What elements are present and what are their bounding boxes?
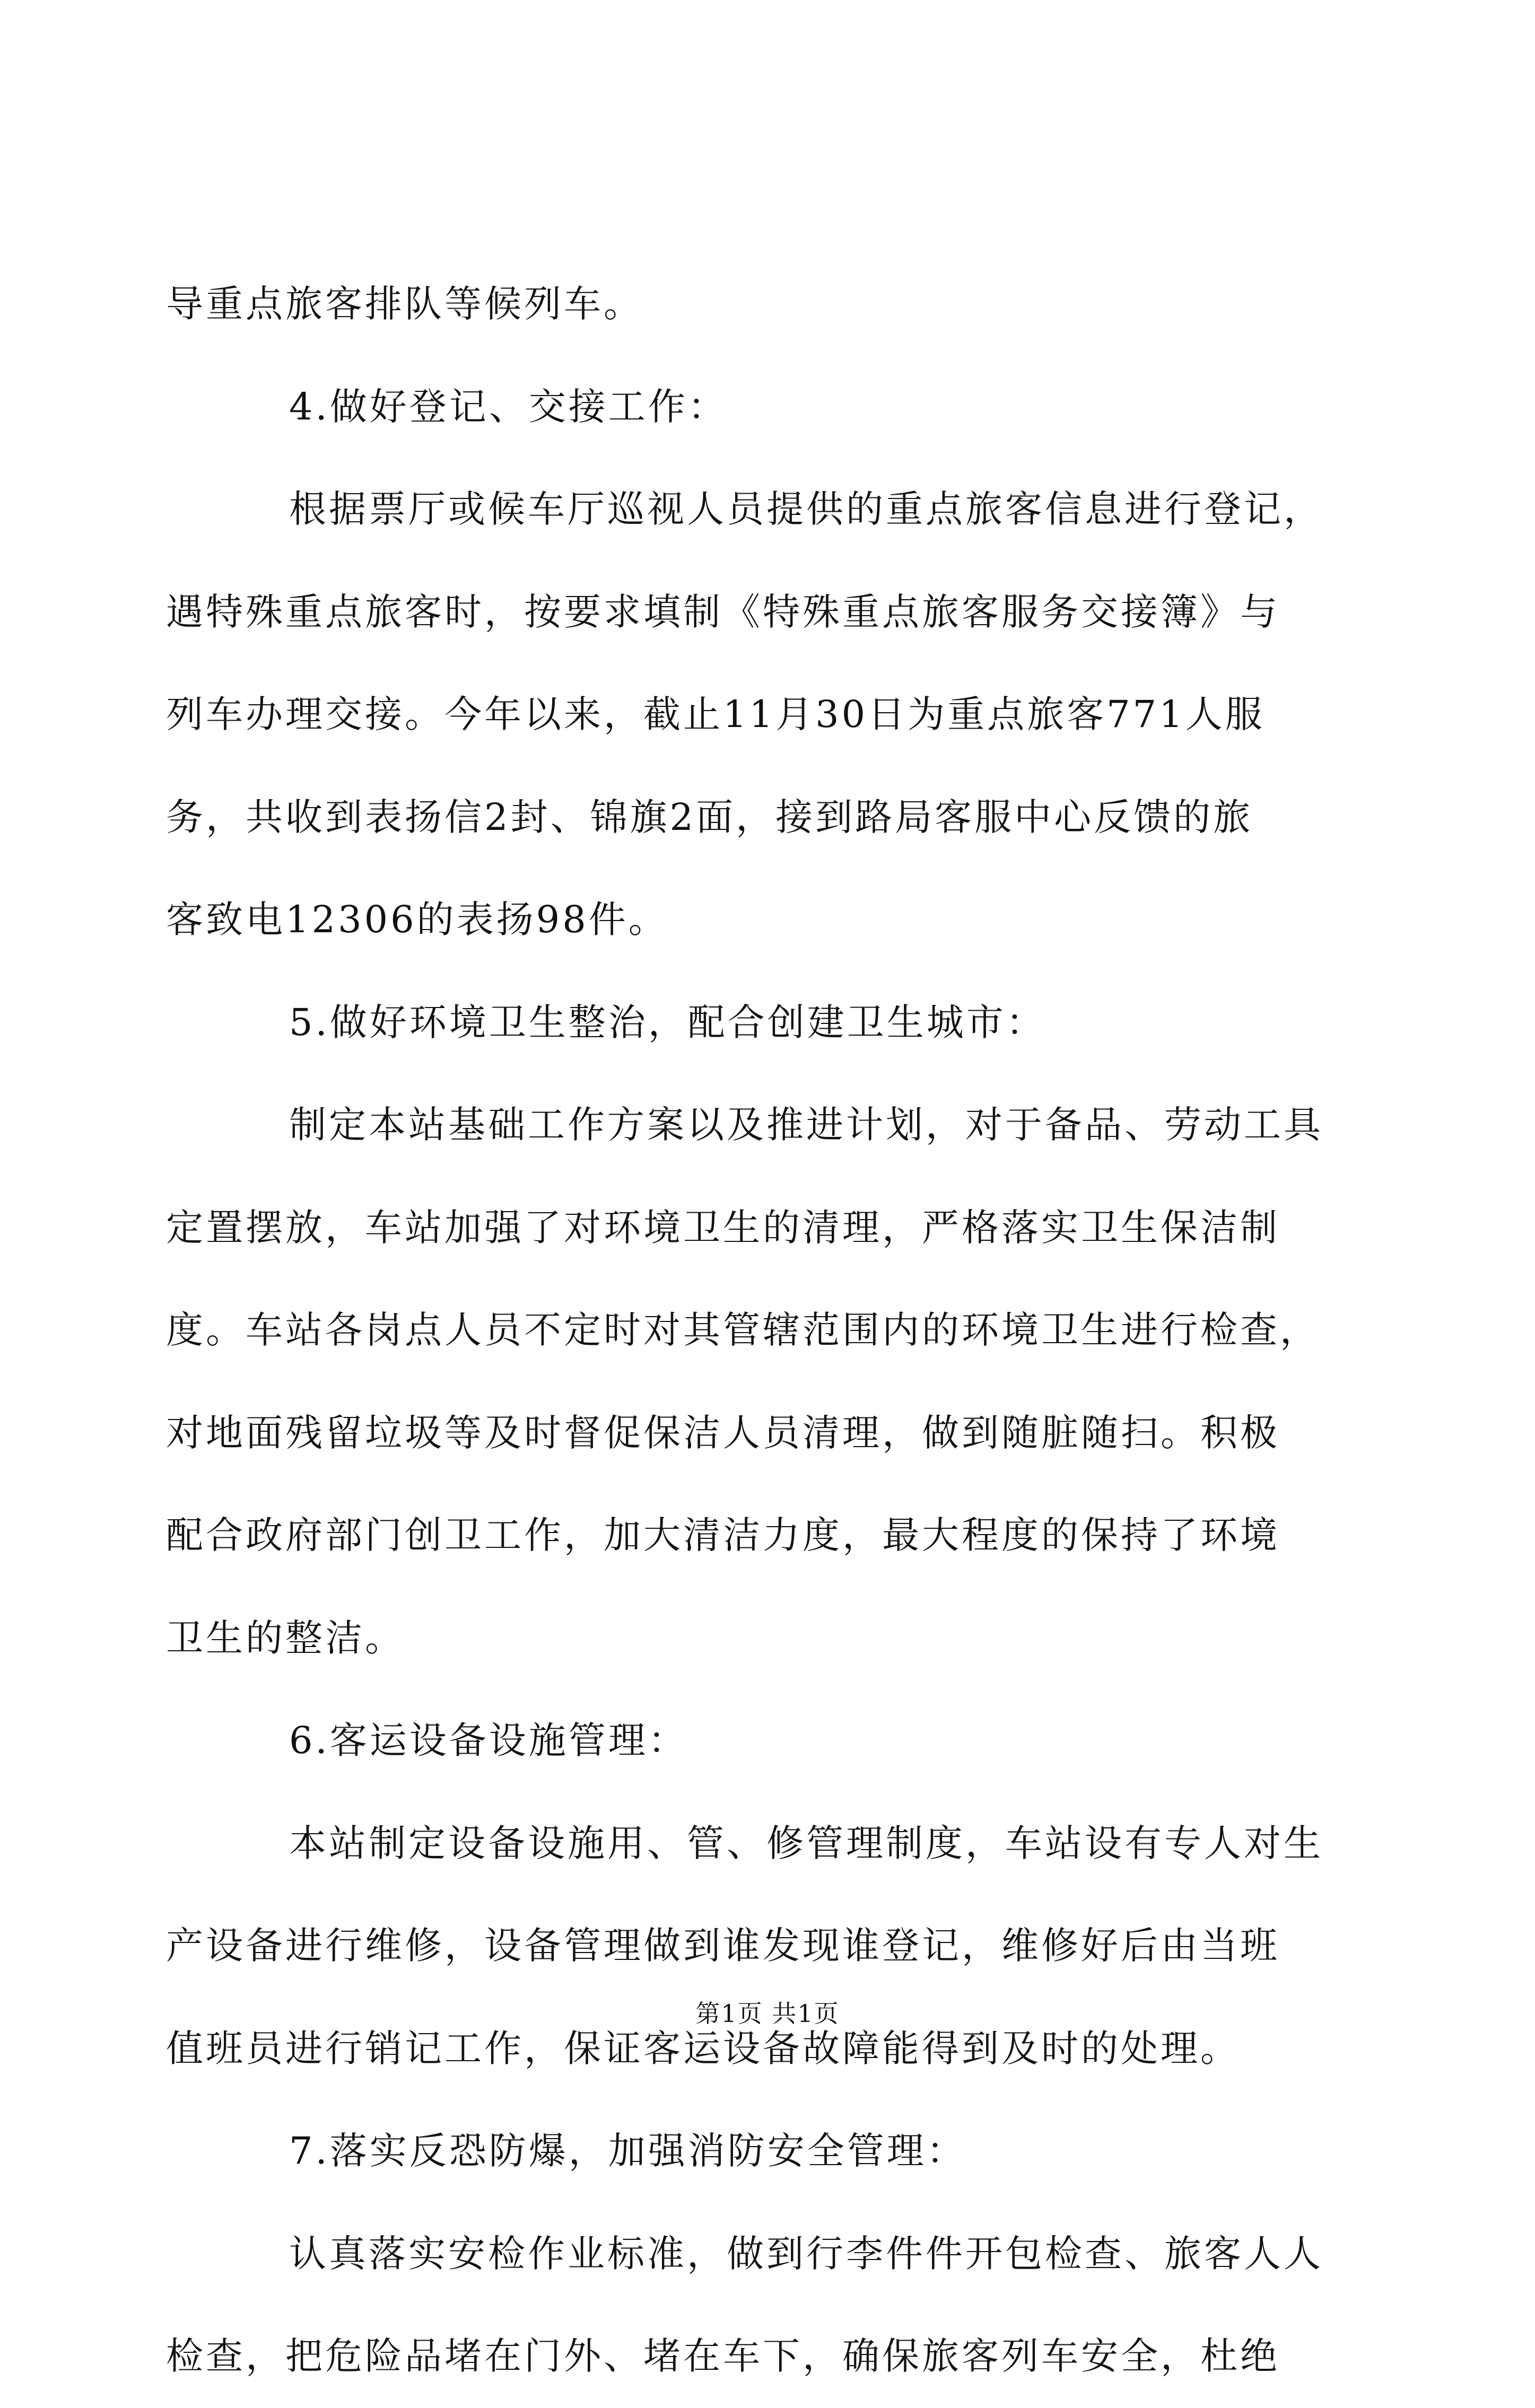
text-line: 本站制定设备设施用、管、修管理制度，车站设有专人对生 [289,1821,1323,1865]
section-heading-4: 4.做好登记、交接工作： [289,384,728,428]
text-line: 配合政府部门创卫工作，加大清洁力度，最大程度的保持了环境 [166,1513,1280,1557]
document-body [166,253,1371,2408]
section-heading-7: 7.落实反恐防爆，加强消防安全管理： [289,2129,966,2173]
text-line: 认真落实安检作业标准，做到行李件件开包检查、旅客人人 [289,2231,1323,2275]
section-heading-6: 6.客运设备设施管理： [289,1719,688,1762]
text-line: 产设备进行维修，设备管理做到谁发现谁登记，维修好后由当班 [166,1924,1280,1967]
section-heading-5: 5.做好环境卫生整治，配合创建卫生城市： [289,1000,1046,1044]
text-line: 导重点旅客排队等候列车。 [166,282,643,326]
text-line: 制定本站基础工作方案以及推进计划，对于备品、劳动工具 [289,1103,1323,1146]
text-line: 务，共收到表扬信2封、锦旗2面，接到路局客服中心反馈的旅 [166,795,1253,839]
text-line: 根据票厅或候车厅巡视人员提供的重点旅客信息进行登记， [289,487,1323,531]
page-number-label: 第1页 共1页 [695,1999,840,2028]
text-line: 度。车站各岗点人员不定时对其管辖范围内的环境卫生进行检查， [166,1308,1320,1352]
text-line: 遇特殊重点旅客时，按要求填制《特殊重点旅客服务交接簿》与 [166,590,1280,634]
text-line: 定置摆放，车站加强了对环境卫生的清理，严格落实卫生保洁制 [166,1205,1280,1249]
text-line: 客致电12306的表扬98件。 [166,898,668,941]
text-line: 值班员进行销记工作，保证客运设备故障能得到及时的处理。 [166,2026,1240,2070]
text-line: 列车办理交接。今年以来，截止11月30日为重点旅客771人服 [166,693,1265,736]
text-line: 检查，把危险品堵在门外、堵在车下，确保旅客列车安全，杜绝 [166,2334,1280,2378]
text-line: 对地面残留垃圾等及时督促保洁人员清理，做到随脏随扫。积极 [166,1411,1280,1455]
text-line: 卫生的整洁。 [166,1616,405,1660]
page-footer [0,1992,1535,2035]
